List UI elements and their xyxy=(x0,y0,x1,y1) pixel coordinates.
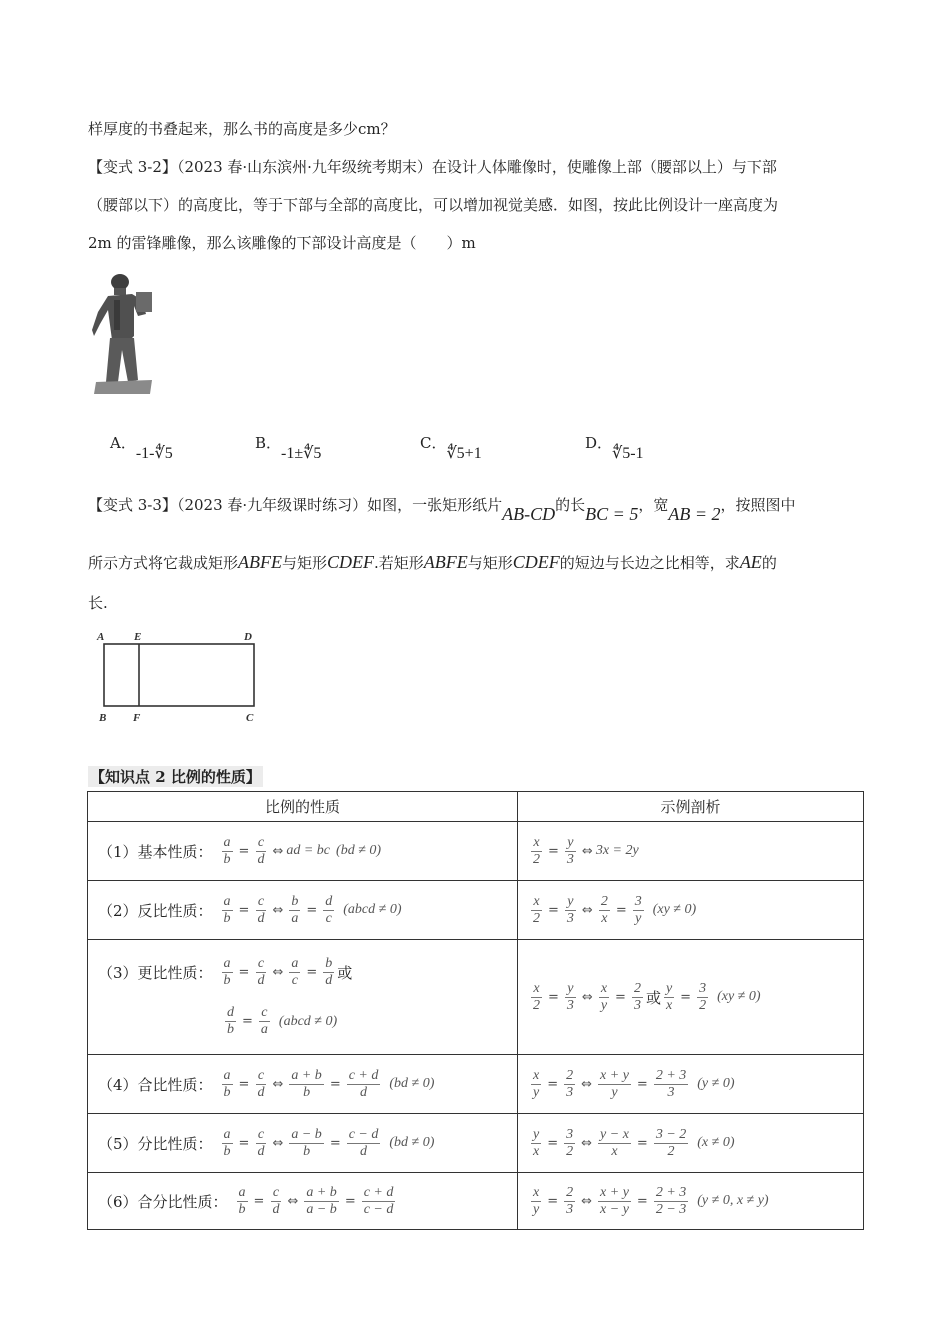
variant-3-3-line-3: 长. xyxy=(88,594,108,612)
option-c[interactable]: C．∜5+1 xyxy=(420,434,482,462)
label-f: F xyxy=(133,712,141,724)
proportion-properties-table xyxy=(87,791,864,1230)
label-d: D xyxy=(244,631,252,643)
variant-3-3-line-1: 【变式 3-3】（2023 春·九年级课时练习）如图，一张矩形纸片AB-CD的长BC = 5，宽AB = 2，按照图中 xyxy=(88,496,796,524)
paragraph-line: 样厚度的书叠起来，那么书的高度是多少cm？ xyxy=(88,120,396,138)
statue-image xyxy=(90,270,164,394)
variant-3-2-tag: 【变式 3-2】 xyxy=(88,158,177,176)
option-d[interactable]: D．∜5-1 xyxy=(585,434,644,462)
table-header: 示例剖析 xyxy=(518,792,864,822)
label-b: B xyxy=(99,712,107,724)
table-row: （6）合分比性质： $\frac{a}{b}$ = $\frac{c}{d}$ ⇔ $\frac{a + b}{a - b}$ = $\frac{c + d}{c - d}$ $\frac{x}{y}$ = $\frac{2}{3}$ ⇔ $\frac{x + y}{x - y}$ = $\frac{2 + 3}{2 - 3}$ (y ≠ 0, x ≠ y) xyxy=(88,1173,864,1230)
table-row: （4）合比性质： $\frac{a}{b}$ = $\frac{c}{d}$ ⇔ $\frac{a + b}{b}$ = $\frac{c + d}{d}$ (bd ≠ 0) $\frac{x}{y}$ = $\frac{2}{3}$ ⇔ $\frac{x + y}{y}$ = $\frac{2 + 3}{3}$ (y ≠ 0) xyxy=(88,1055,864,1114)
option-a[interactable]: A．-1-∜5 xyxy=(110,434,173,462)
table-row: （3）更比性质： $\frac{a}{b}$ = $\frac{c}{d}$ ⇔ $\frac{a}{c}$ = $\frac{b}{d}$ 或 $\frac{d}{b}$ = $\frac{c}{a}$ (abcd ≠ 0) $\frac{x}{2}$ = $\frac{y}{3}$ ⇔ $\frac{x}{y}$ = $\frac{2}{3}$ 或 $\frac{y}{x}$ = $\frac{3}{2}$ (xy ≠ 0) xyxy=(88,940,864,1055)
variant-3-2-line-1: 【变式 3-2】（2023 春·山东滨州·九年级统考期末）在设计人体雕像时，使雕像上部（腰部以上）与下部 xyxy=(88,158,777,176)
option-b[interactable]: B．-1±∜5 xyxy=(255,434,322,462)
variant-3-3-tag: 【变式 3-3】 xyxy=(88,496,177,514)
rectangle-diagram xyxy=(95,627,265,727)
variant-3-2-line-3: 2m 的雷锋雕像，那么该雕像的下部设计高度是（ ）m xyxy=(88,234,476,252)
table-row: （5）分比性质： $\frac{a}{b}$ = $\frac{c}{d}$ ⇔ $\frac{a - b}{b}$ = $\frac{c - d}{d}$ (bd ≠ 0) $\frac{y}{x}$ = $\frac{3}{2}$ ⇔ $\frac{y - x}{x}$ = $\frac{3 - 2}{2}$ (x ≠ 0) xyxy=(88,1114,864,1173)
knowledge-point-title: 【知识点 2 比例的性质】 xyxy=(90,768,261,786)
label-a: A xyxy=(97,631,105,643)
label-c: C xyxy=(246,712,254,724)
table-header: 比例的性质 xyxy=(88,792,518,822)
variant-3-2-line-2: （腰部以下）的高度比，等于下部与全部的高度比，可以增加视觉美感．如图，按此比例设计一座高度为 xyxy=(88,196,779,214)
table-row: （1）基本性质： $\frac{a}{b}$ = $\frac{c}{d}$ ⇔ ad = bc (bd ≠ 0) $\frac{x}{2}$ = $\frac{y}{3}$ ⇔ 3x = 2y xyxy=(88,822,864,881)
label-e: E xyxy=(134,631,142,643)
table-row: （2）反比性质： $\frac{a}{b}$ = $\frac{c}{d}$ ⇔ $\frac{b}{a}$ = $\frac{d}{c}$ (abcd ≠ 0) $\frac{x}{2}$ = $\frac{y}{3}$ ⇔ $\frac{2}{x}$ = $\frac{3}{y}$ (xy ≠ 0) xyxy=(88,881,864,940)
variant-3-3-line-2: 所示方式将它裁成矩形ABFE与矩形CDEF.若矩形ABFE与矩形CDEF的短边与长边之比相等，求AE的 xyxy=(88,552,777,572)
